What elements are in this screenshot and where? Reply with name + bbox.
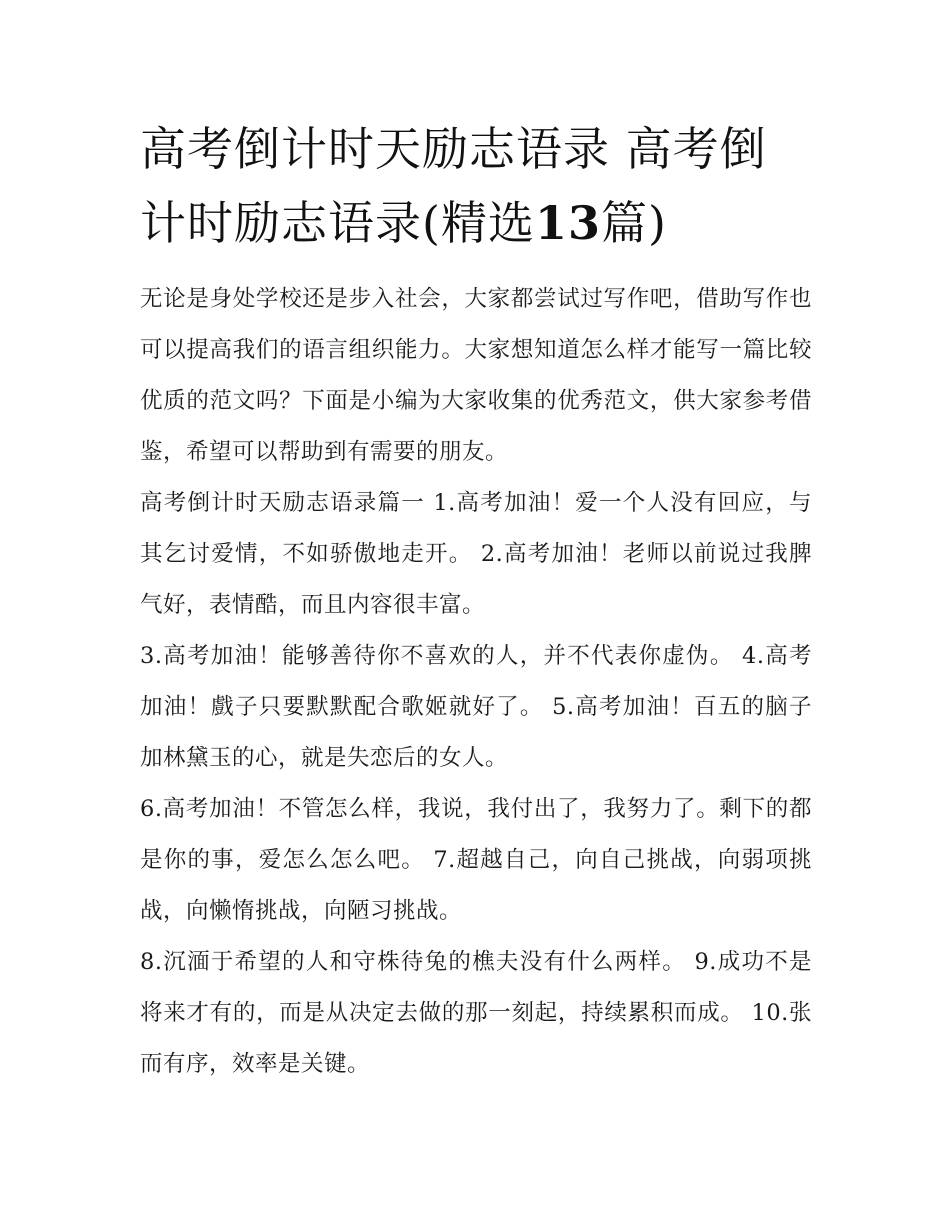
- document-title: [140, 112, 812, 260]
- body-paragraph: 8.沉湎于希望的人和守株待兔的樵夫没有什么两样。 9.成功不是将来才有的，而是从决定去做的那一刻起，持续累积而成。 10.张而有序，效率是关键。: [140, 949, 812, 1077]
- title-suffix: 篇): [600, 196, 667, 250]
- body-paragraph: 6.高考加油！不管怎么样，我说，我付出了，我努力了。剩下的都是你的事，爱怎么怎么吧。 7.超越自己，向自己挑战，向弱项挑战，向懒惰挑战，向陋习挑战。: [140, 796, 812, 924]
- document-body: [140, 274, 812, 1090]
- intro-paragraph: 无论是身处学校还是步入社会，大家都尝试过写作吧，借助写作也可以提高我们的语言组织能力。大家想知道怎么样才能写一篇比较优质的范文吗？下面是小编为大家收集的优秀范文，供大家参考借鉴，希望可以帮助到有需要的朋友。: [140, 286, 812, 465]
- document-page: [140, 112, 812, 1090]
- title-text: 高考倒计时天励志语录 高考倒计时励志语录(精选: [140, 122, 767, 250]
- body-paragraph: 3.高考加油！能够善待你不喜欢的人，并不代表你虚伪。 4.高考加油！戲子只要默默配合歌姬就好了。 5.高考加油！百五的脑子加林黛玉的心，就是失恋后的女人。: [140, 643, 812, 771]
- title-number: 13: [534, 196, 601, 250]
- body-paragraph: 高考倒计时天励志语录篇一 1.高考加油！爱一个人没有回应，与其乞讨爱情，不如骄傲地走开。 2.高考加油！老师以前说过我脾气好，表情酷，而且内容很丰富。: [140, 490, 812, 618]
